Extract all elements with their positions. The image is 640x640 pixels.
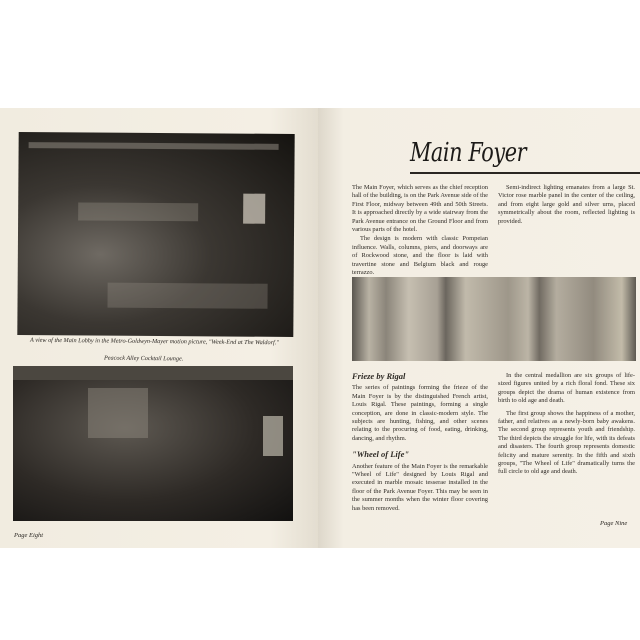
cocktail-lounge-caption: Peacock Alley Cocktail Lounge. <box>103 354 184 363</box>
wheel-heading: "Wheel of Life" <box>352 449 410 460</box>
page-title: Main Foyer <box>410 138 527 168</box>
lobby-photo-caption: A view of the Main Lobby in the Metro-Goldwyn-Mayer motion picture, "Week-End at The Waldorf." <box>29 336 279 347</box>
wheel-paragraph-1: Another feature of the Main Foyer is the remarkable "Wheel of Life" designed by Louis Rigal and executed in marble mosaic tesserae installed in the floor of the Park Avenue Foyer. This may be seen in the summer months when the winter floor covering has been removed. <box>352 462 488 512</box>
title-rule <box>410 172 640 174</box>
page-number-left: Page Eight <box>14 532 44 539</box>
frieze-text: The series of paintings forming the frieze of the Main Foyer is by the distinguished French artist, Louis Rigal. These paintings, forming a single conception, are done in classic-modern style. The subjects are hunting, fishing, and other scenes relating to the procuring of food, eating, drinking, dancing, and rhythm. <box>352 384 488 442</box>
intro-column-right <box>498 184 635 227</box>
intro-column-left <box>352 184 488 277</box>
intro-paragraph-2: The design is modern with classic Pompeian influence. Walls, columns, piers, and doorways are of Rockwood stone, and the floor is laid with travertine stone and Belgium black and rouge terrazzo. <box>352 235 488 277</box>
page-number-right: Page Nine <box>600 520 628 527</box>
peacock-alley-photo <box>13 366 293 521</box>
intro-paragraph-3: Semi-indirect lighting emanates from a large St. Victor rose marble panel in the center of the ceiling, and from eight large gold and silver urns, placed symmetrically about the room, reflected lighting is provided. <box>498 184 635 225</box>
wheel-paragraph-3: The first group shows the happiness of a mother, father, and relatives as a newly-born baby awakens. The second group represents youth and friendship. The third depicts the struggle for life, with its defeats and disasters. The fourth group represents domestic felicity and mature serenity. In the fifth and sixth groups, "The Wheel of Life" dramatically turns the full circle to old age and death. <box>498 409 635 476</box>
intro-paragraph-1: The Main Foyer, which serves as the chief reception hall of the building, is on the Park Avenue side of the First Floor, midway between 49th and 50th Streets. It is approached directly by a wide stairway from the Park Avenue entrance on the Ground Floor and from various parts of the hotel. <box>352 184 488 234</box>
frieze-heading: Frieze by Rigal <box>352 371 406 381</box>
wheel-column <box>498 372 635 478</box>
wheel-paragraph-2: In the central medallion are six groups of life-sized figures united by a rich floral fond. These six groups depict the drama of human existence from birth to old age and death. <box>498 372 635 405</box>
frieze-column <box>352 371 488 512</box>
frieze-photo <box>352 277 636 361</box>
main-lobby-photo <box>17 132 294 337</box>
